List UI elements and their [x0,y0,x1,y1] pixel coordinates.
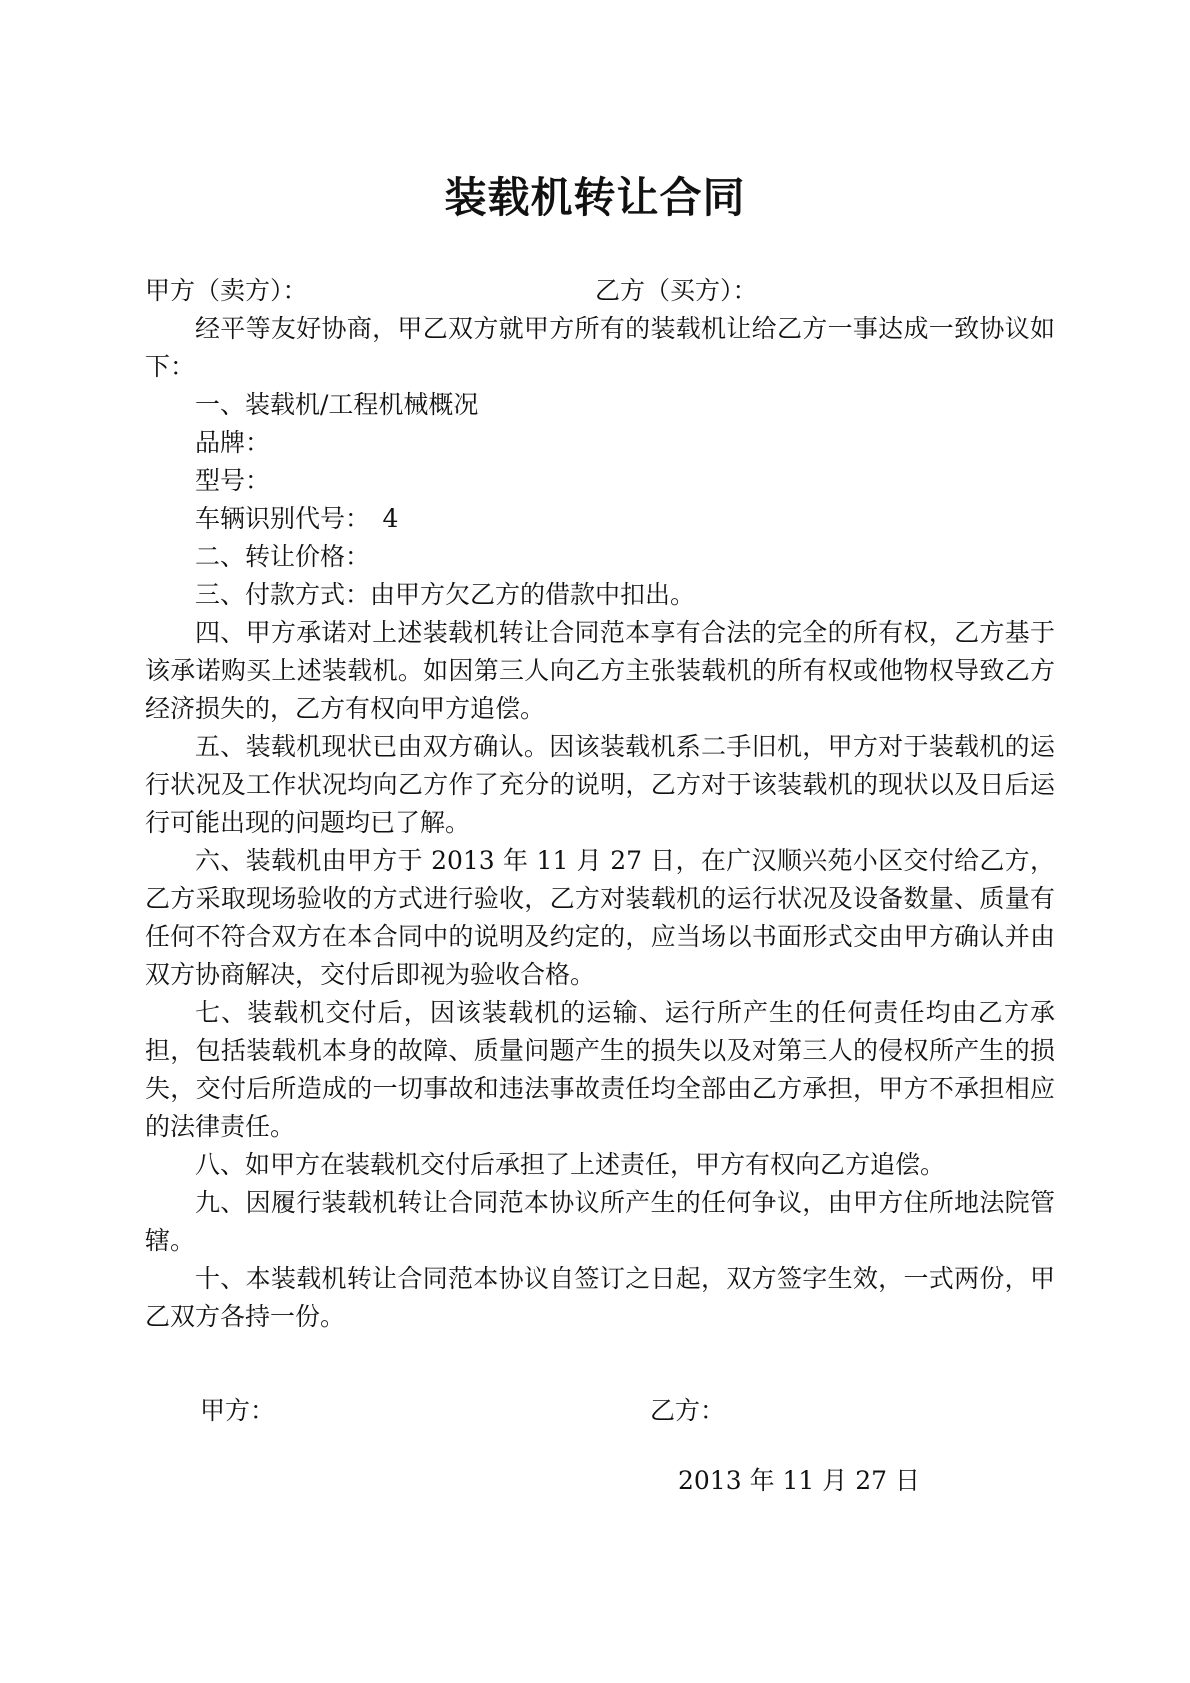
paragraph-section-1: 一、装载机/工程机械概况 [195,390,479,419]
paragraph-section-6: 六、装载机由甲方于 2013 年 11 月 27 日，在广汉顺兴苑小区交付给乙方，乙方采取现场验收的方式进行验收，乙方对装载机的运行状况及设备数量、质量有任何不符合双方在本合同中的说明及约定的，应当场以书面形式交由甲方确认并由双方协商解决，交付后即视为验收合格。 [145,846,1055,989]
party-a-label: 甲方（卖方）： [145,276,308,305]
paragraph-section-3: 三、付款方式：由甲方欠乙方的借款中扣出。 [195,580,696,609]
parties-header [145,272,1055,310]
document-title: 装载机转让合同 [444,173,746,222]
paragraph-section-10: 十、本装载机转让合同范本协议自签订之日起，双方签字生效，一式两份，甲乙双方各持一份。 [145,1264,1055,1331]
paragraph-section-9: 九、因履行装载机转让合同范本协议所产生的任何争议，由甲方住所地法院管辖。 [145,1188,1055,1255]
signature-party-b: 乙方： [650,1396,726,1425]
paragraph-section-7: 七、装载机交付后，因该装载机的运输、运行所产生的任何责任均由乙方承担，包括装载机本身的故障、质量问题产生的损失以及对第三人的侵权所产生的损失，交付后所造成的一切事故和违法事故责任均全部由乙方承担，甲方不承担相应的法律责任。 [145,998,1055,1141]
contract-body [145,272,1055,1336]
signature-party-a: 甲方： [200,1396,276,1425]
signing-date: 2013 年 11 月 27 日 [678,1466,920,1495]
paragraph-section-5: 五、装载机现状已由双方确认。因该装载机系二手旧机，甲方对于装载机的运行状况及工作状况均向乙方作了充分的说明，乙方对于该装载机的现状以及日后运行可能出现的问题均已了解。 [145,732,1055,837]
paragraph-vin: 车辆识别代号： 4 [195,504,399,533]
paragraph-section-8: 八、如甲方在装载机交付后承担了上述责任，甲方有权向乙方追偿。 [195,1150,946,1179]
paragraph-brand: 品牌： [195,428,271,457]
paragraph-section-2: 二、转让价格： [195,542,371,571]
party-b-label: 乙方（买方）： [595,276,758,305]
paragraph-model: 型号： [195,466,271,495]
paragraph-intro: 经平等友好协商，甲乙双方就甲方所有的装载机让给乙方一事达成一致协议如下： [145,314,1055,381]
paragraph-section-4: 四、甲方承诺对上述装载机转让合同范本享有合法的完全的所有权，乙方基于该承诺购买上述装载机。如因第三人向乙方主张装载机的所有权或他物权导致乙方经济损失的，乙方有权向甲方追偿。 [145,618,1055,723]
